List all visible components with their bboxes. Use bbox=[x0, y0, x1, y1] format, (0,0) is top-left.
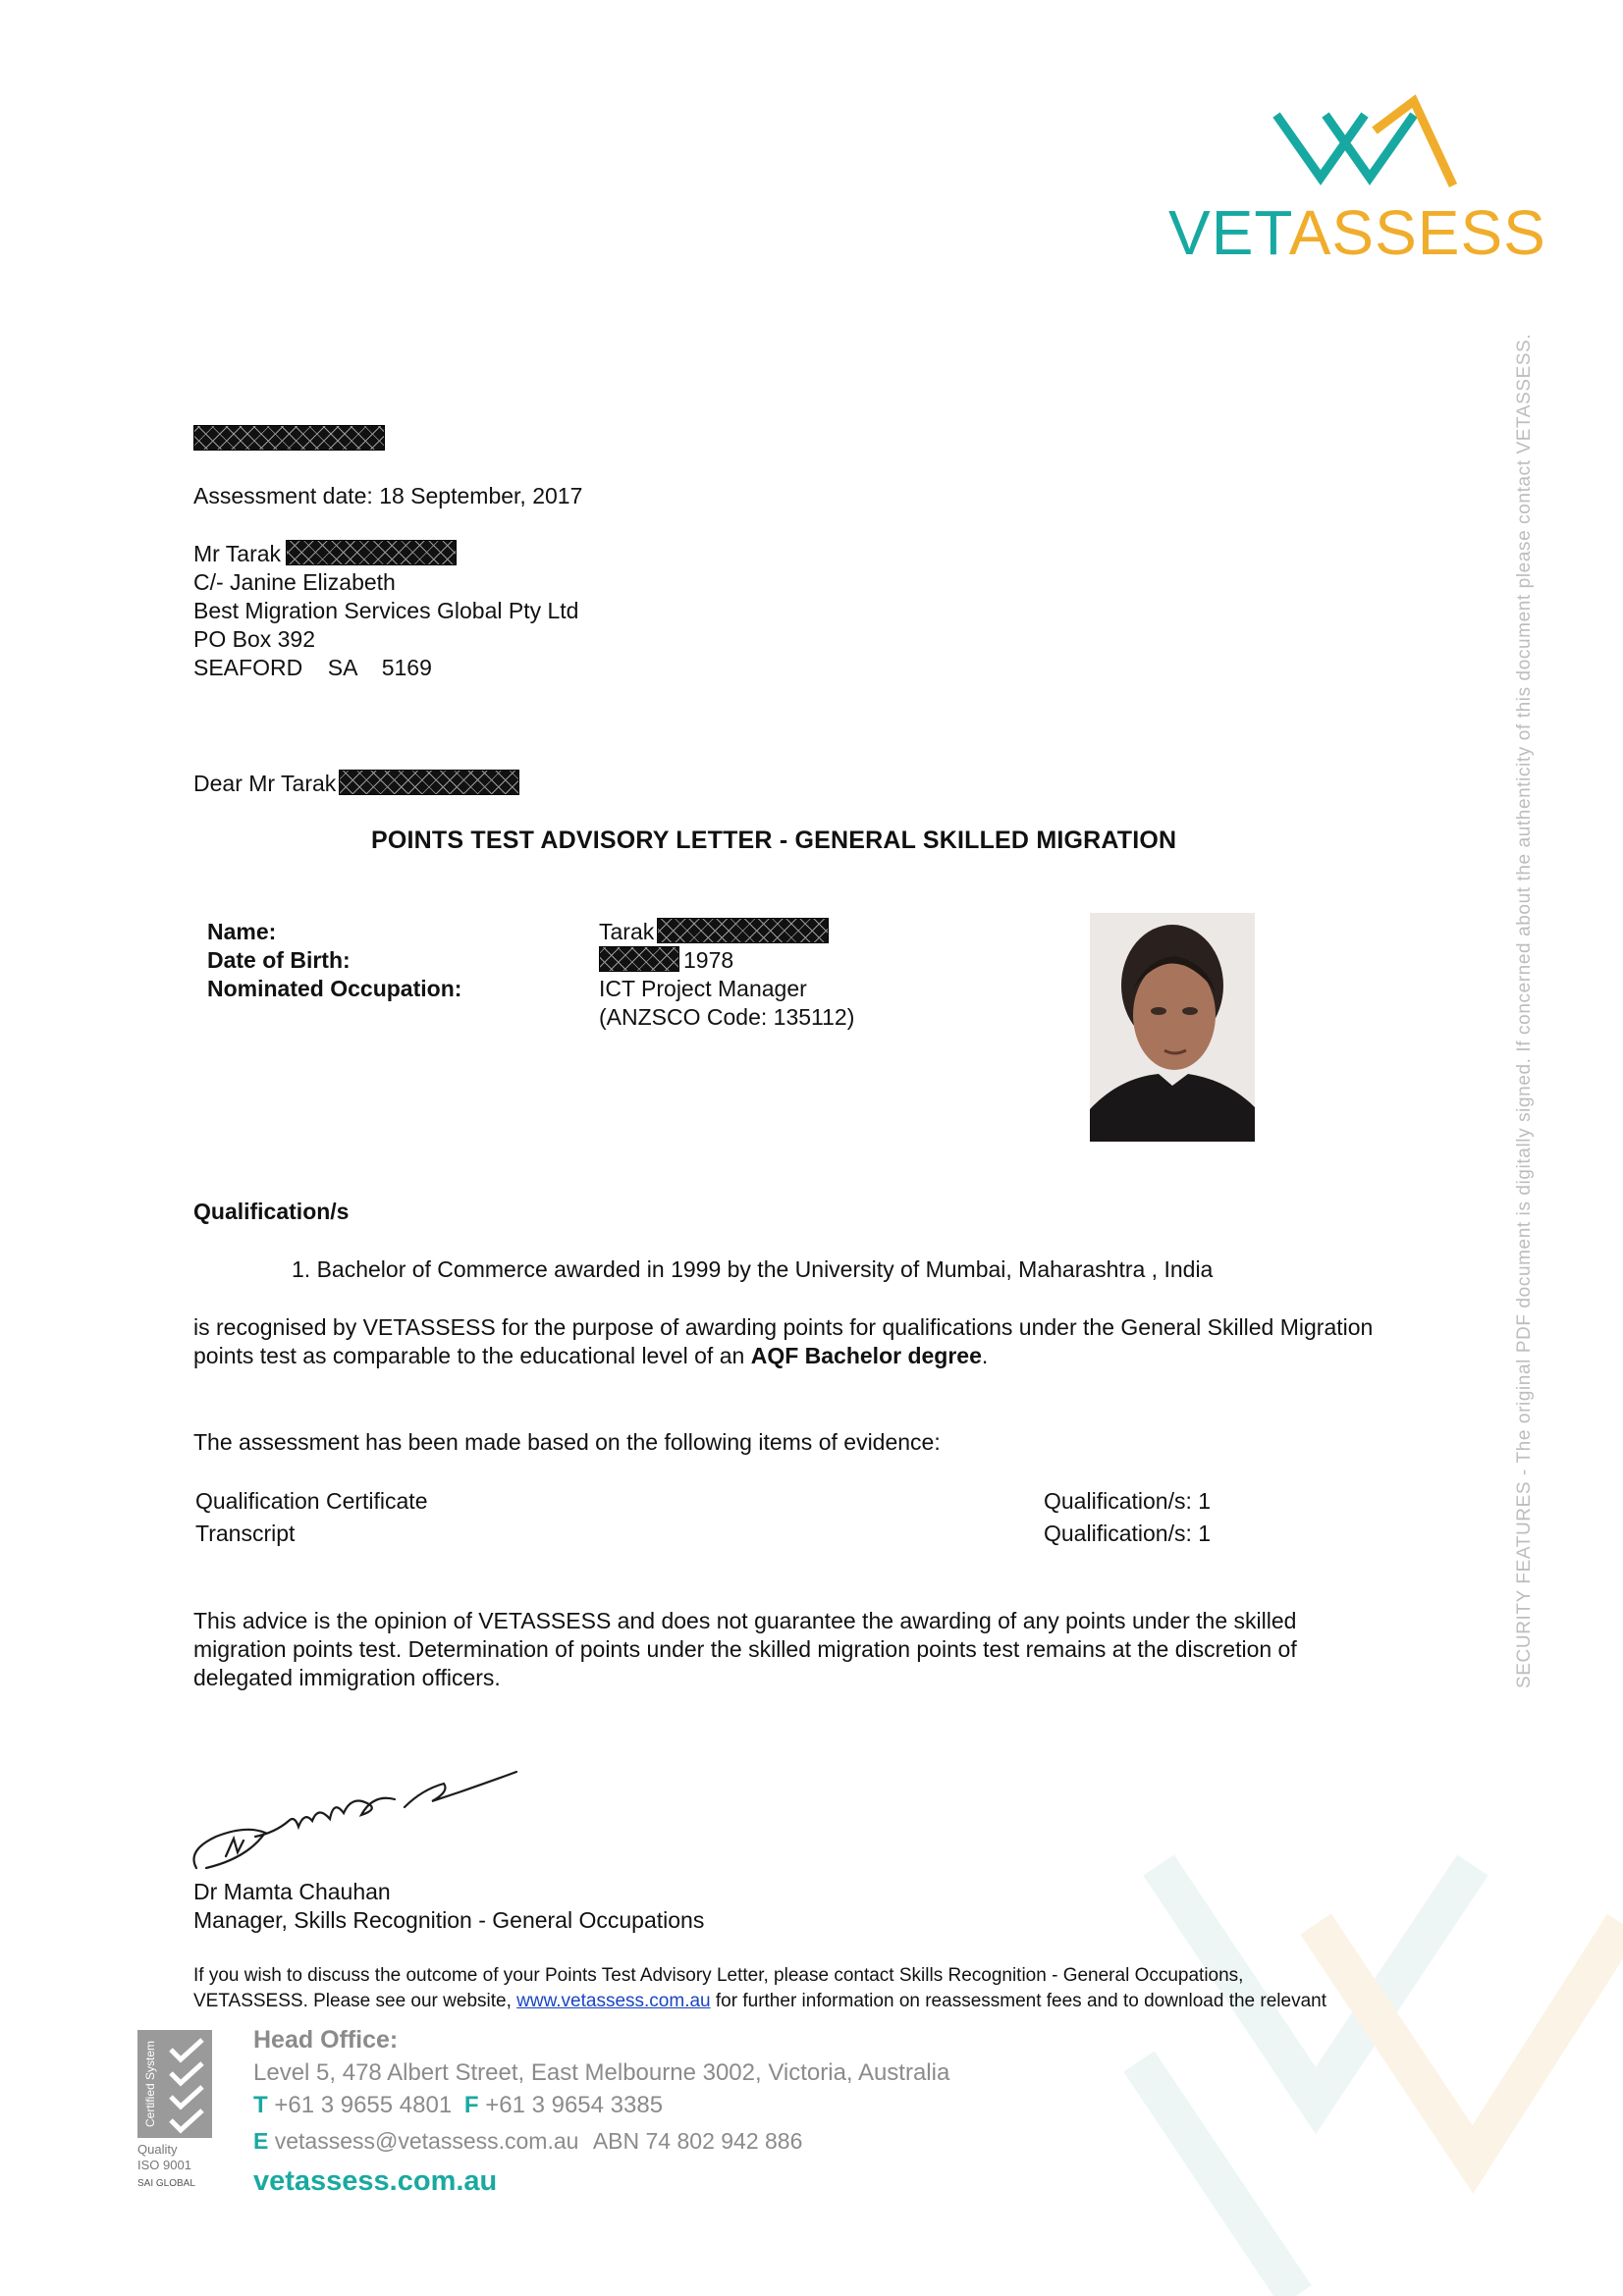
evidence-ref: Qualification/s: 1 bbox=[1044, 1521, 1212, 1546]
salutation-surname-redaction bbox=[339, 770, 519, 795]
qualifications-heading: Qualification/s bbox=[193, 1199, 350, 1224]
applicant-photo-illustration bbox=[1090, 913, 1255, 1142]
security-notice: SECURITY FEATURES - The original PDF document is digitally signed. If concerned about the authenticity of this document please contact VETASSESS. bbox=[1514, 333, 1535, 1688]
city-line: SEAFORD SA 5169 bbox=[193, 655, 432, 680]
signatory-block bbox=[193, 1878, 704, 1935]
qualification-item-1: 1. Bachelor of Commerce awarded in 1999 by the University of Mumbai, Maharashtra , India bbox=[292, 1256, 1214, 1282]
letter-title: POINTS TEST ADVISORY LETTER - GENERAL SKILLED MIGRATION bbox=[371, 827, 1177, 854]
evidence-row bbox=[195, 1487, 1236, 1516]
evidence-row bbox=[195, 1520, 1236, 1548]
company-name: Best Migration Services Global Pty Ltd bbox=[193, 598, 579, 623]
checkmarks-icon bbox=[165, 2036, 208, 2134]
fax-number: +61 3 9654 3385 bbox=[485, 2092, 664, 2118]
disclaimer-paragraph: This advice is the opinion of VETASSESS and does not guarantee the awarding of any points under the skilled migration points test. Determination of points under the skilled migration points test remains at the discretion of delegated immigration officers. bbox=[193, 1608, 1297, 1690]
evidence-intro: The assessment has been made based on the following items of evidence: bbox=[193, 1429, 941, 1455]
head-office-label: Head Office: bbox=[253, 2026, 399, 2054]
name-surname-redaction bbox=[657, 918, 829, 943]
recognition-line-1: is recognised by VETASSESS for the purpose of awarding points for qualifications under the General Skilled Migration bbox=[193, 1314, 1374, 1340]
cert-quality-label: Quality bbox=[137, 2142, 178, 2157]
abn-number: ABN 74 802 942 886 bbox=[592, 2128, 803, 2154]
logo-text-assess: ASSESS bbox=[1288, 197, 1546, 268]
aqf-level: AQF Bachelor degree bbox=[750, 1343, 982, 1368]
assessment-date: Assessment date: 18 September, 2017 bbox=[193, 483, 583, 508]
applicant-photo bbox=[1090, 913, 1255, 1142]
occupation-label: Nominated Occupation: bbox=[207, 976, 462, 1001]
reference-redaction bbox=[193, 425, 385, 452]
logo-chevron-icon bbox=[1267, 93, 1463, 191]
background-watermark-chevron bbox=[1060, 1806, 1623, 2296]
email-address: vetassess@vetassess.com.au bbox=[274, 2128, 579, 2154]
evidence-item: Transcript bbox=[195, 1521, 296, 1546]
head-office-address: Level 5, 478 Albert Street, East Melbourne 3002, Victoria, Australia bbox=[253, 2059, 950, 2086]
dob-label: Date of Birth: bbox=[207, 947, 351, 973]
phone-number: +61 3 9655 4801 bbox=[274, 2092, 453, 2118]
recipient-surname-redaction bbox=[286, 540, 457, 565]
cert-sai-label: SAI GLOBAL bbox=[137, 2178, 195, 2189]
signatory-name: Dr Mamta Chauhan bbox=[193, 1879, 391, 1904]
dob-value: 1978 bbox=[599, 946, 733, 975]
cert-system-label: Certified System bbox=[143, 2040, 157, 2128]
address-block bbox=[193, 540, 578, 682]
po-box: PO Box 392 bbox=[193, 626, 316, 652]
signatory-title: Manager, Skills Recognition - General Occupations bbox=[193, 1907, 705, 1933]
care-of: C/- Janine Elizabeth bbox=[193, 569, 396, 595]
signature-image bbox=[187, 1742, 530, 1880]
phone-fax-line: T +61 3 9655 4801 F +61 3 9654 3385 bbox=[253, 2092, 664, 2118]
name-value: Tarak bbox=[599, 918, 829, 946]
vetassess-logo bbox=[1168, 93, 1546, 280]
logo-text-vet: VET bbox=[1168, 197, 1289, 268]
salutation: Dear Mr Tarak bbox=[193, 770, 519, 798]
occupation-value: ICT Project Manager bbox=[599, 976, 807, 1001]
evidence-item: Qualification Certificate bbox=[195, 1488, 428, 1514]
website-link[interactable]: www.vetassess.com.au bbox=[516, 1991, 711, 2011]
email-abn-line: E vetassess@vetassess.com.au ABN 74 802 942 886 bbox=[253, 2128, 803, 2154]
iso-certification-badge bbox=[135, 2030, 214, 2205]
cert-iso-label: ISO 9001 bbox=[137, 2158, 191, 2172]
evidence-ref: Qualification/s: 1 bbox=[1044, 1488, 1212, 1514]
recipient-name: Mr Tarak bbox=[193, 541, 282, 566]
footer-website: vetassess.com.au bbox=[253, 2165, 498, 2197]
contact-note: If you wish to discuss the outcome of your Points Test Advisory Letter, please contact Skills Recognition - General Occupations, VETASSESS. Please see our website, www.vetassess.com.au for further information on reassessment fees and to download the relevant bbox=[193, 1965, 1326, 2011]
anzsco-code: (ANZSCO Code: 135112) bbox=[599, 1004, 855, 1030]
dob-redaction bbox=[599, 946, 679, 972]
name-label: Name: bbox=[207, 919, 277, 944]
recognition-paragraph: is recognised by VETASSESS for the purpose of awarding points for qualifications under the General Skilled Migration points test as comparable to the educational level of an AQF Bachelor degree. bbox=[193, 1314, 1374, 1368]
